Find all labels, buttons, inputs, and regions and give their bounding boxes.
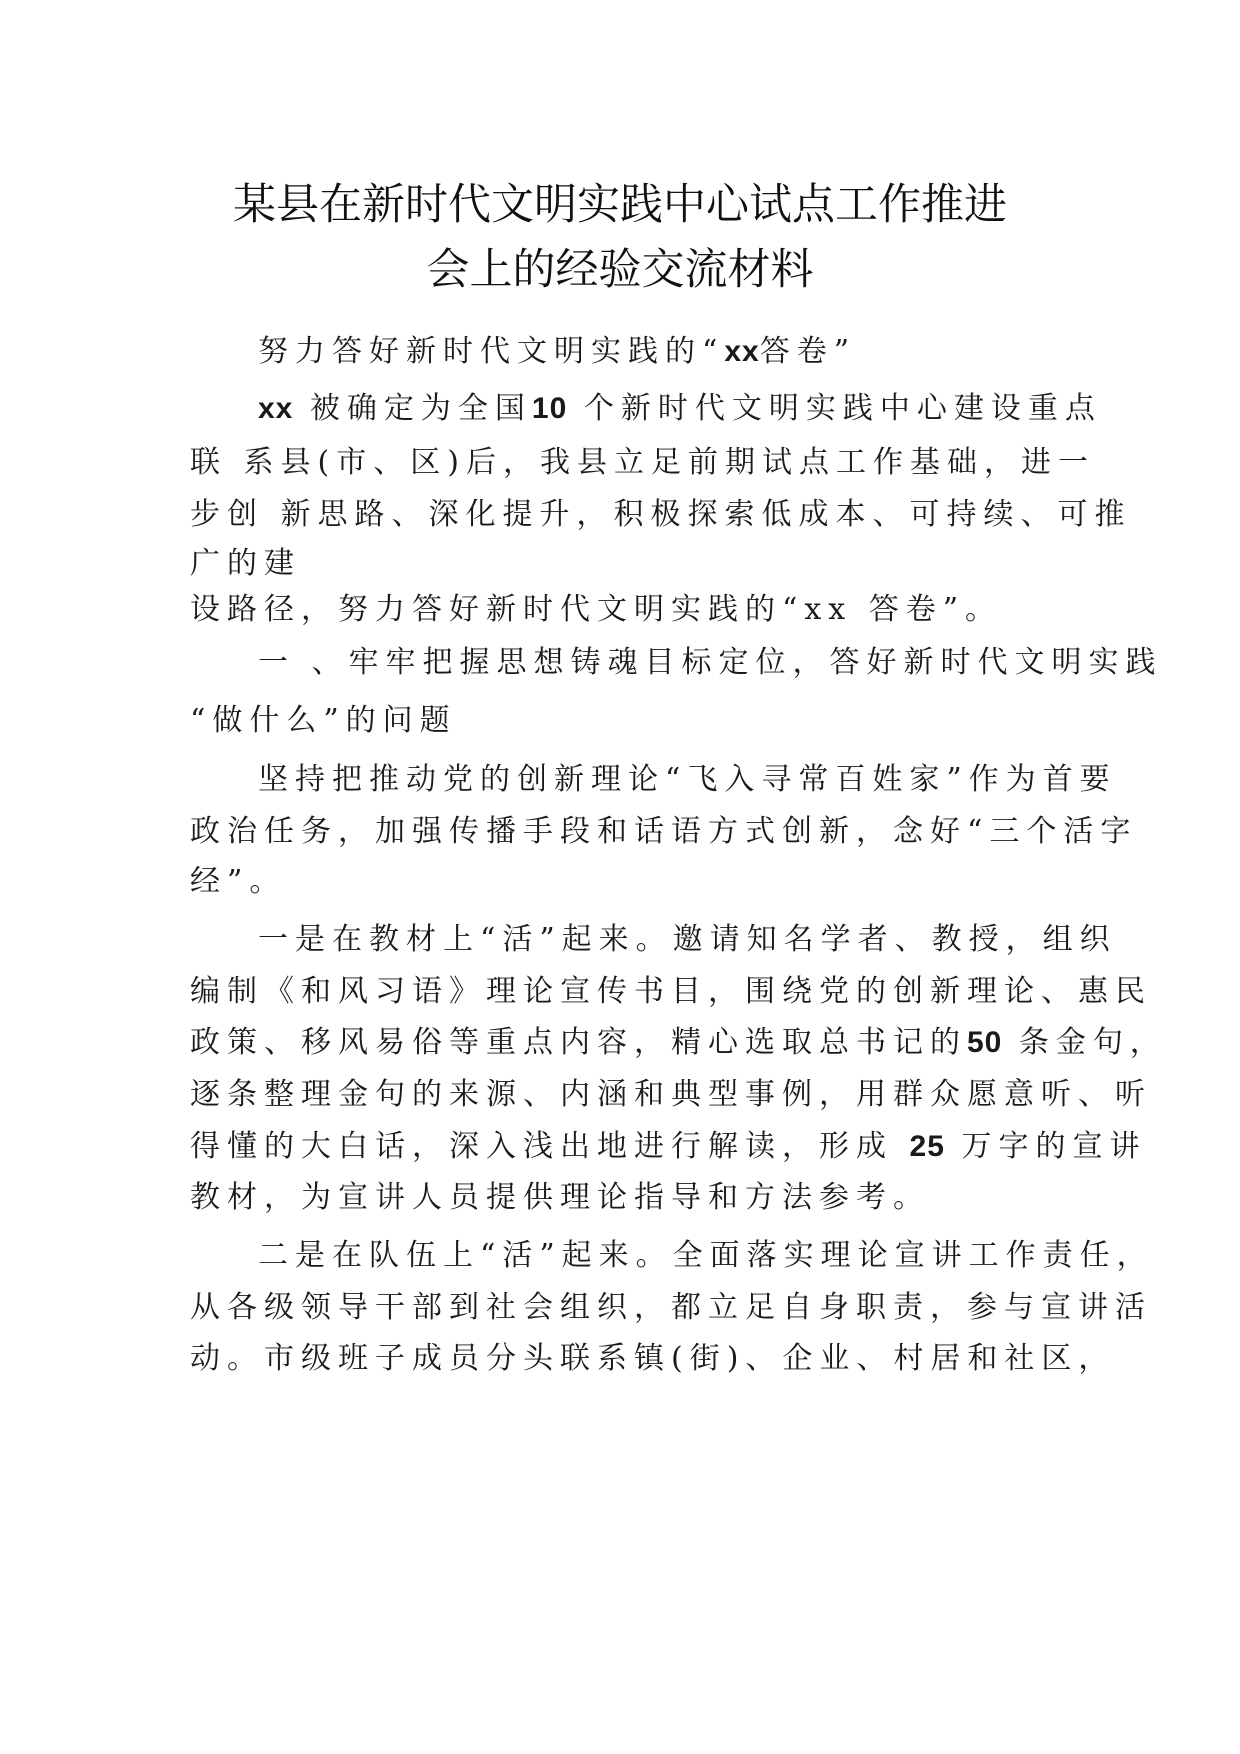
- intro-line-1: xx 被确定为全国10 个新时代文明实践中心建设重点: [258, 391, 1102, 426]
- intro-line-5: 设路径，努力答好新时代文明实践的“xx 答卷”。: [190, 592, 1003, 627]
- para-2-line-3: 政策、移风易俗等重点内容，精心选取总书记的50 条金句，: [190, 1025, 1167, 1060]
- document-title-line-1: 某县在新时代文明实践中心试点工作推进: [233, 180, 1007, 230]
- para-1-line-2: 政治任务，加强传播手段和话语方式创新，念好“三个活字: [190, 814, 1138, 849]
- intro-line-3: 步创 新思路、深化提升，积极探索低成本、可持续、可推: [190, 497, 1132, 532]
- document-title-line-2: 会上的经验交流材料: [426, 245, 814, 295]
- intro-line-4: 广的建: [190, 546, 301, 581]
- para-1-line-3: 经”。: [190, 864, 287, 899]
- para-1-line-1: 坚持把推动党的创新理论“飞入寻常百姓家”作为首要: [258, 762, 1117, 797]
- para-2-line-6: 教材，为宣讲人员提供理论指导和方法参考。: [190, 1180, 930, 1215]
- section-1-heading-line-1: 一 、牢牢把握思想铸魂目标定位，答好新时代文明实践: [258, 645, 1163, 680]
- para-3-line-1: 二是在队伍上“活”起来。全面落实理论宣讲工作责任，: [258, 1238, 1154, 1273]
- para-2-line-4: 逐条整理金句的来源、内涵和典型事例，用群众愿意听、听: [190, 1077, 1152, 1112]
- para-2-line-5: 得懂的大白话，深入浅出地进行解读，形成 25 万字的宣讲: [190, 1129, 1147, 1164]
- para-2-line-1: 一是在教材上“活”起来。邀请知名学者、教授，组织: [258, 922, 1117, 957]
- para-3-line-3: 动。市级班子成员分头联系镇(街)、企业、村居和社区，: [190, 1341, 1116, 1376]
- para-3-line-2: 从各级领导干部到社会组织，都立足自身职责，参与宣讲活: [190, 1290, 1152, 1325]
- intro-line-2: 联 系县(市、区)后，我县立足前期试点工作基础，进一: [190, 445, 1095, 480]
- para-2-line-2: 编制《和风习语》理论宣传书目，围绕党的创新理论、惠民: [190, 974, 1152, 1009]
- section-1-heading-line-2: “做什么”的问题: [190, 703, 457, 738]
- document-subtitle: 努力答好新时代文明实践的“xx答卷”: [258, 334, 857, 369]
